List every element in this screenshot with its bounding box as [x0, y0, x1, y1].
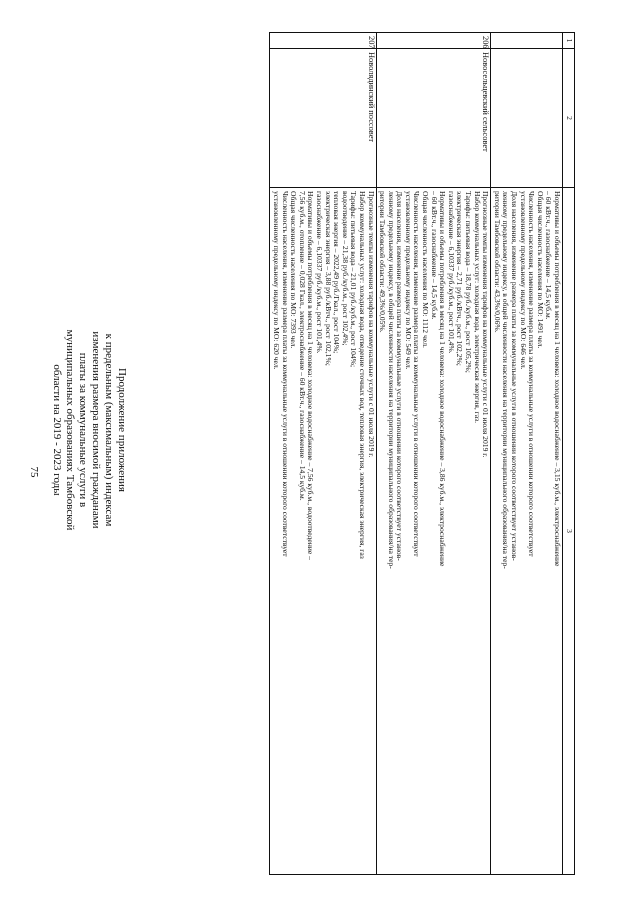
row-details: [376, 188, 491, 875]
table-row: [270, 33, 376, 875]
detail-line: установленному предельному индексу по МО: 646 чел.: [518, 191, 528, 370]
detail-line: Набор коммунальных услуг: холодная вода, электрическая энергия, газ.: [472, 191, 482, 424]
detail-line: установленному предельному индексу по МО: 620 чел.: [272, 191, 281, 370]
municipality-name: Новосельцевский сельсовет: [376, 49, 491, 188]
detail-line: 7,56 куб.м., отопление – 0,028 Гкал., электроснабжение – 60 кВт.ч., газоснабжение – 14,5 куб.м.: [297, 191, 307, 501]
heading-lines: [50, 220, 128, 640]
table-row: [491, 33, 563, 875]
detail-line: Прогнозные темпы изменения тарифов на коммунальные услуги с 01 июля 2019 г.: [481, 191, 491, 458]
detail-line: ритории Тамбовской области: 49,3%/0,05%.: [378, 191, 388, 333]
detail-line: газоснабжение – 6,10337 руб./куб.м., рост 101,4%.: [314, 191, 324, 354]
detail-line: Общая численность населения по МО: 1112 чел.: [421, 191, 431, 348]
detail-line: ленному предельному индексу, в общей численности населения на территории муниципального образования/на тер-: [501, 191, 511, 569]
detail-line: – 60 кВт.ч., газоснабжение – 14,5 куб.м.: [544, 191, 554, 320]
row-details: [491, 188, 563, 875]
detail-line: электрическая энергия – 2,71 руб./кВтч., рост 102,2%;: [455, 191, 465, 366]
heading-line: изменения размера вносимой гражданами: [90, 331, 102, 529]
detail-line: электрическая энергия – 3,88 руб./кВтч., рост 102,1%;: [323, 191, 333, 366]
detail-line: Прогнозные темпы изменения тарифов на коммунальные услуги с 01 июля 2019 г.: [366, 191, 376, 458]
column-header: 1: [563, 33, 575, 49]
row-number: 206: [376, 33, 491, 49]
detail-line: Численность населения, изменение размера платы за коммунальные услуги в отношении которого соответствует: [527, 191, 537, 557]
detail-line: Численность населения, изменение размера платы за коммунальные услуги в отношении которого соответствует: [280, 191, 290, 557]
rotated-table-container: [121, 32, 575, 874]
detail-line: Нормативы и объемы потребления в месяц на 1 человека: холодное водоснабжение – 7,56 куб.м., водоотведение –: [306, 191, 316, 560]
column-header: 2: [563, 49, 575, 188]
page-number: 75: [28, 466, 40, 478]
detail-line: Доля населения, изменение размера платы за коммунальные услуги в отношении которого соответствует установ-: [395, 191, 405, 561]
detail-line: ритории Тамбовской области: 43,3%/0,06%.: [492, 191, 502, 333]
heading-line: к предельным (максимальным) индексам: [103, 333, 115, 527]
municipality-name: [491, 49, 563, 188]
detail-line: Нормативы и объемы потребления в месяц на 1 человека: холодное водоснабжение – 3,15 куб.м., электроснабжение: [553, 191, 562, 567]
row-number: 207: [270, 33, 376, 49]
detail-line: установленному предельному индексу по МО: 549 чел.: [403, 191, 413, 370]
municipality-name: Новолядинский поссовет: [270, 49, 376, 188]
detail-line: – 60 кВт.ч., газоснабжение – 14,5 куб.м.: [429, 191, 439, 320]
detail-line: Тарифы: питьевая вода – 21,01 руб./куб.м., рост 104%;: [349, 191, 359, 368]
heading-line: области на 2019 - 2023 годы: [51, 364, 63, 496]
detail-line: водоотведение – 21,38 руб./куб.м., рост 102,4%;: [340, 191, 350, 346]
detail-line: Численность населения, изменение размера платы за коммунальные услуги в отношении которого соответствует: [412, 191, 422, 557]
table-header-row: [563, 33, 575, 875]
detail-line: Общая численность населения по МО: 7393 чел.: [289, 191, 299, 349]
heading-line: Продолжение приложения: [116, 368, 128, 492]
detail-line: Нормативы и объемы потребления в месяц на 1 человека: холодное водоснабжение – 3,86 куб.м., электроснабжение: [438, 191, 448, 567]
detail-line: Общая численность населения по МО: 1491 чел.: [535, 191, 545, 349]
detail-line: тепловая энергия – 2022,49 руб./Гкал., рост 104%;: [332, 191, 342, 354]
column-header: 3: [563, 188, 575, 875]
detail-line: Доля населения, изменение размера платы за коммунальные услуги в отношении которого соответствует установ-: [510, 191, 520, 561]
heading-line: платы за коммунальные услуги в: [77, 352, 89, 508]
row-number: [491, 33, 563, 49]
detail-line: ленному предельному индексу, в общей численности населения на территории муниципального образования/на тер-: [386, 191, 396, 569]
heading-line: муниципальных образованиях Тамбовской: [64, 329, 76, 531]
detail-line: Набор коммунальных услуг: холодная вода, отведение сточных вод, тепловая энергия, электрическая энергия, газ: [357, 191, 367, 559]
indices-table: [269, 32, 575, 875]
table-row: [376, 33, 491, 875]
row-details: [270, 188, 376, 875]
detail-line: Тарифы: питьевая вода – 18,78 руб./куб.м., рост 105,2%;: [464, 191, 474, 373]
detail-line: газоснабжение – 6,10337 руб./куб.м., рост 101,4%.: [446, 191, 456, 354]
